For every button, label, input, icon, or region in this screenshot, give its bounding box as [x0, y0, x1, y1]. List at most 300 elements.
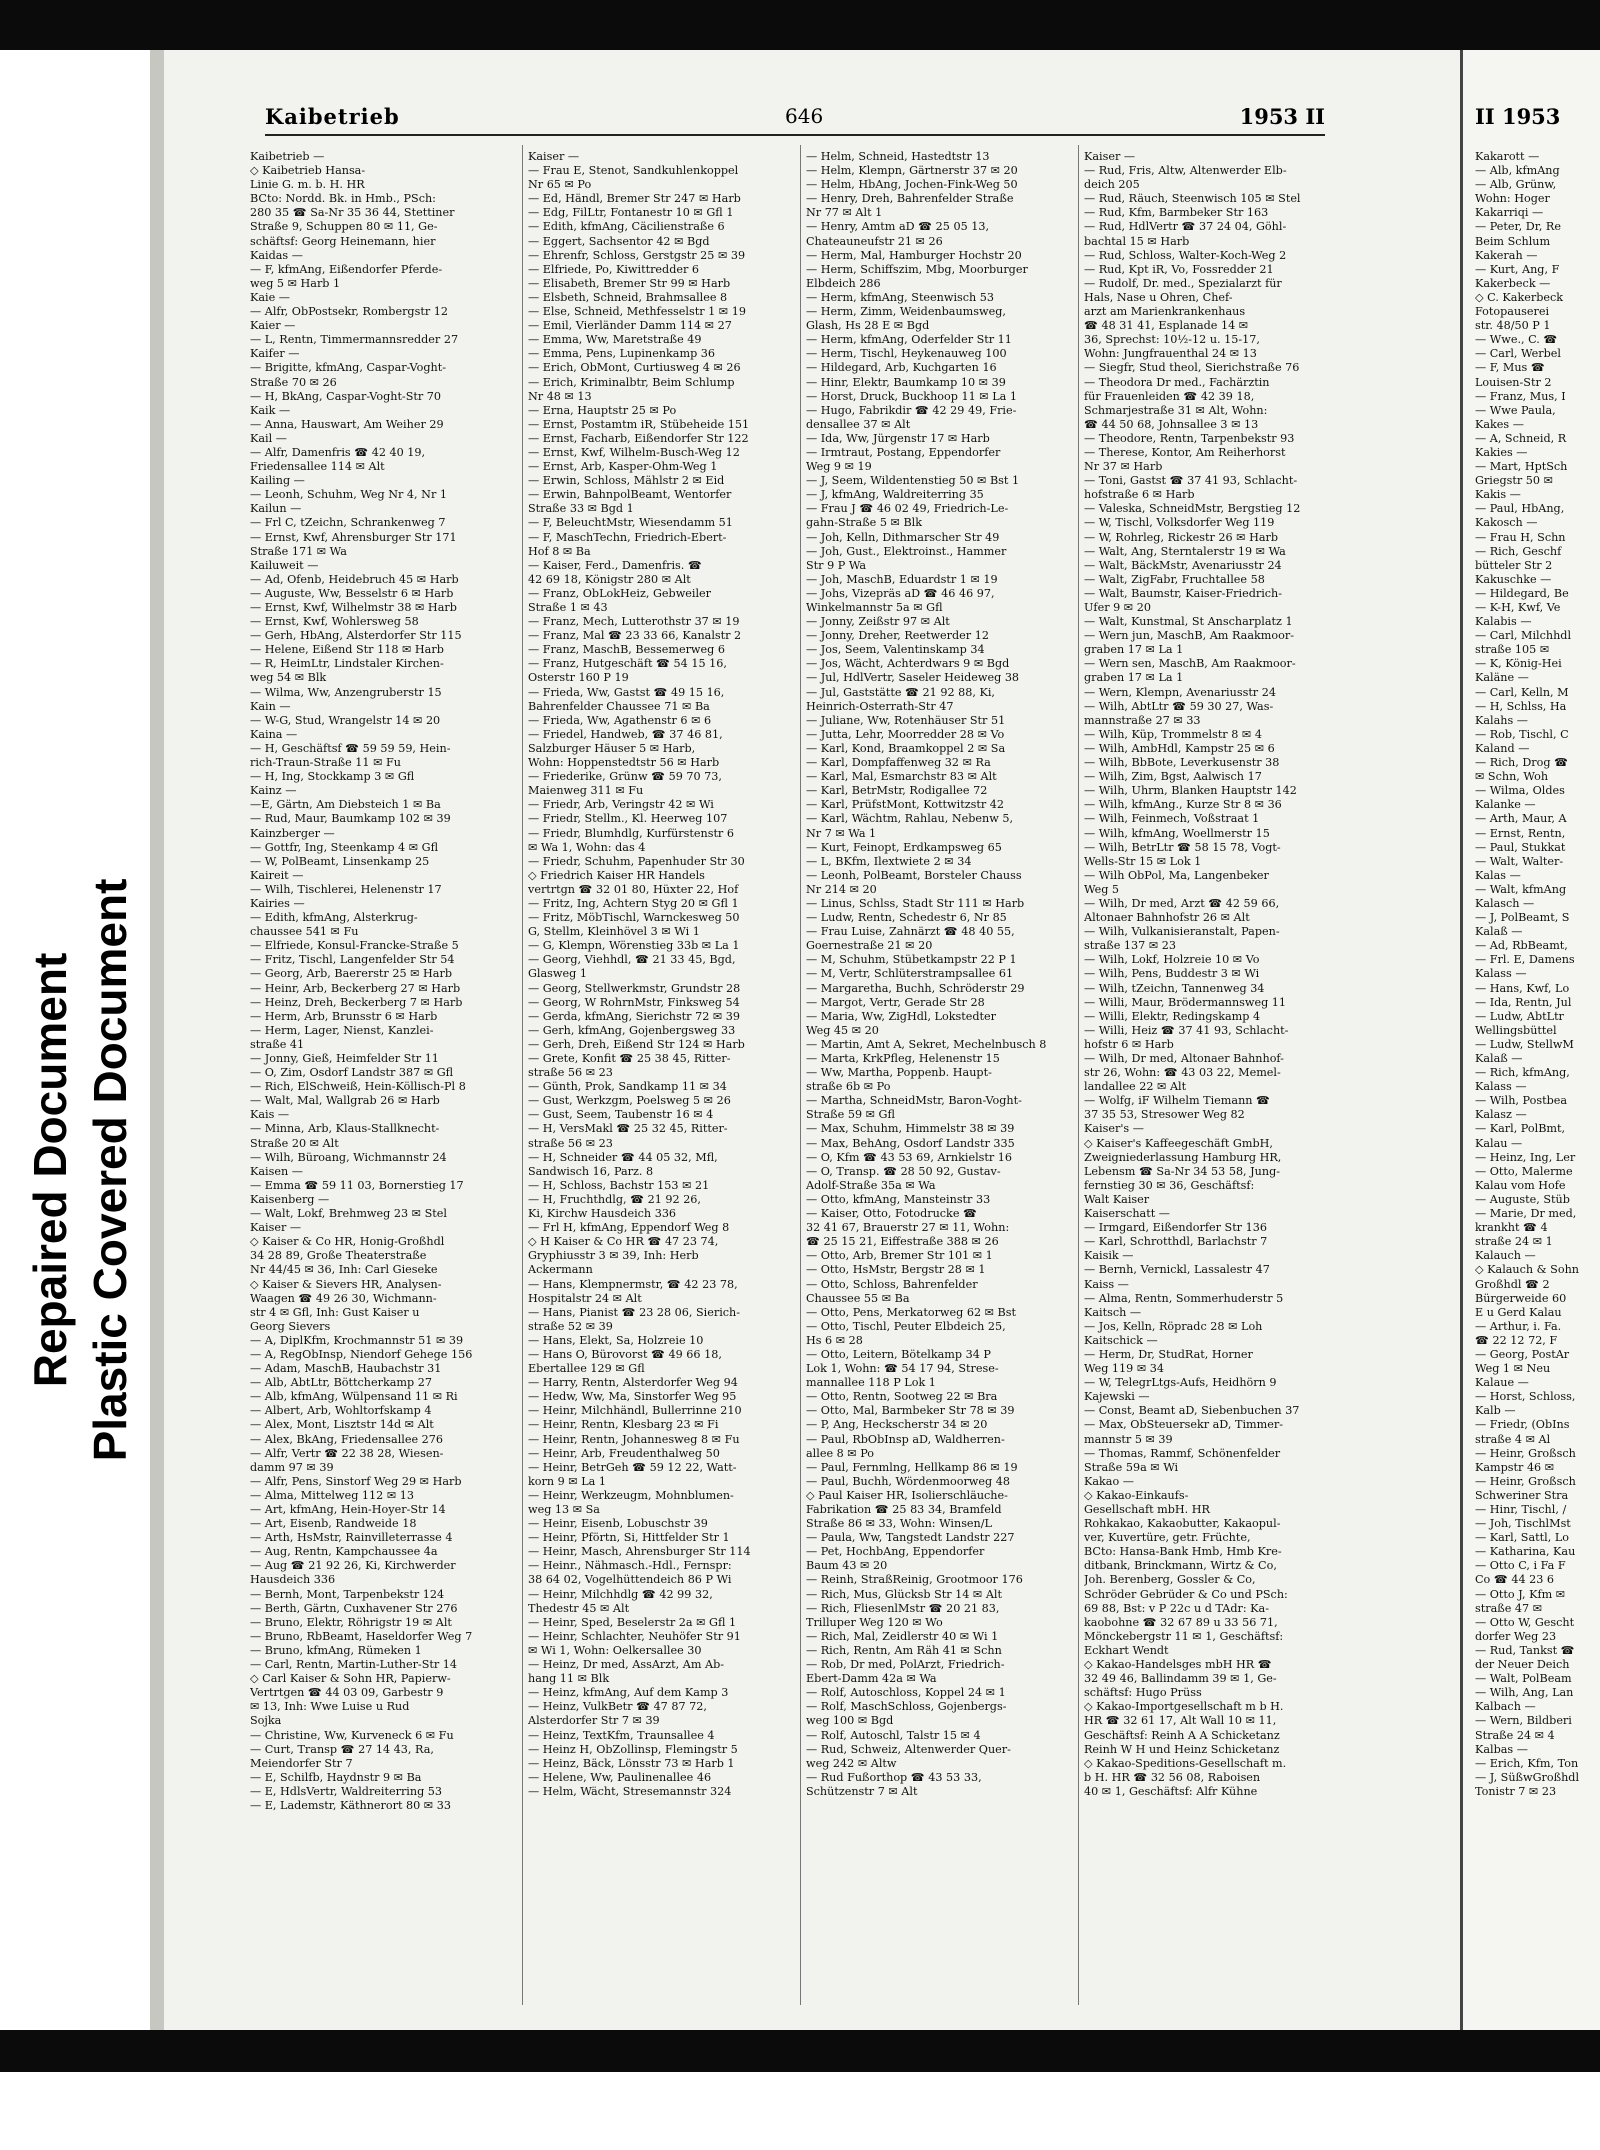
directory-entry-line: — Alb, AbtLtr, Böttcherkamp 27 [250, 1376, 432, 1390]
directory-entry-line: — Emil, Vierländer Damm 114 ✉ 27 [528, 319, 732, 333]
directory-entry-line: — R, HeimLtr, Lindstaler Kirchen- [250, 657, 444, 671]
directory-entry-line: — Jul, Gaststätte ☎ 21 92 88, Ki, [806, 685, 995, 699]
directory-entry-line: — Art, kfmAng, Hein-Hoyer-Str 14 [250, 1503, 446, 1516]
directory-entry-line: — Ed, Händl, Bremer Str 247 ✉ Harb [528, 192, 741, 206]
directory-entry-line: — Wwe., C. ☎ [1475, 333, 1558, 347]
directory-entry-line: — Bernh, Mont, Tarpenbekstr 124 [250, 1587, 445, 1601]
directory-entry-line: Straße 20 ✉ Alt [250, 1136, 339, 1150]
directory-entry-line: — Ernst, Arb, Kasper-Ohm-Weg 1 [528, 460, 718, 474]
directory-entry-line: — Alex, Mont, Lisztstr 14d ✉ Alt [250, 1418, 434, 1432]
directory-entry-line: Gryphiusstr 3 ✉ 39, Inh: Herb [528, 1249, 699, 1263]
directory-entry-line: — O, Kfm ☎ 43 53 69, Arnkielstr 16 [806, 1150, 1013, 1164]
directory-entry-line: Goernestraße 21 ✉ 20 [806, 939, 933, 953]
directory-entry-line: kaobohne ☎ 32 67 89 u 33 56 71, [1084, 1615, 1278, 1629]
directory-entry-line: Kailing — [250, 474, 305, 488]
directory-entry-line: — Hildegard, Arb, Kuchgarten 16 [806, 361, 997, 375]
directory-entry-line: — W, TelegrLtgs-Aufs, Heidhörn 9 [1084, 1376, 1277, 1390]
directory-entry-line: Kakis — [1475, 488, 1521, 502]
directory-entry-line: — M, Vertr, Schlüterstrampsallee 61 [806, 967, 1014, 981]
directory-entry-line: Schröder Gebrüder & Co und PSch: [1084, 1587, 1288, 1601]
directory-entry-line: — Juliane, Ww, Rotenhäuser Str 51 [806, 713, 1006, 727]
directory-entry-line: gahn-Straße 5 ✉ Blk [806, 516, 923, 530]
directory-entry-line: — Wilh, Küp, Trommelstr 8 ✉ 4 [1084, 727, 1262, 741]
directory-entry-line: Kalabis — [1475, 615, 1532, 629]
directory-entry-line: ◇ Kaiser & Sievers HR, Analysen- [250, 1277, 442, 1291]
directory-entry-line: — Herm, Mal, Hamburger Hochstr 20 [806, 248, 1022, 262]
directory-entry-line: — Frieda, Ww, Gastst ☎ 49 15 16, [528, 685, 725, 699]
directory-entry-line: — Georg, W RohrnMstr, Finksweg 54 [528, 995, 740, 1009]
directory-entry-line: — Wilh, Postbea [1475, 1094, 1568, 1108]
directory-entry-line: — Siegfr, Stud theol, Sierichstraße 76 [1084, 361, 1300, 375]
directory-entry-line: — Herm, Lager, Nienst, Kanzlei- [250, 1023, 434, 1037]
directory-entry-line: der Neuer Deich [1475, 1658, 1570, 1672]
directory-entry-line: Kalanke — [1475, 798, 1536, 812]
directory-entry-line: ◇ Kaiser's Kaffeegeschäft GmbH, [1084, 1136, 1273, 1150]
directory-entry-line: — Heinr, Schlachter, Neuhöfer Str 91 [528, 1629, 741, 1643]
directory-entry-line: — Rich, Mus, Glücksb Str 14 ✉ Alt [806, 1587, 1003, 1601]
directory-entry-line: Kalasch — [1475, 896, 1535, 910]
directory-entry-line: Kaiser — [250, 1221, 302, 1235]
directory-entry-line: str 26, Wohn: ☎ 43 03 22, Memel- [1084, 1066, 1281, 1080]
directory-entry-line: — L, Rentn, Timmermannsredder 27 [250, 333, 459, 347]
archive-label-strip [0, 50, 136, 2030]
directory-entry-line: — Walt, kfmAng [1475, 882, 1567, 896]
directory-entry-line: Meiendorfer Str 7 [250, 1756, 353, 1770]
directory-entry-line: — Gerh, HbAng, Alsterdorfer Str 115 [250, 629, 462, 643]
directory-entry-line: Hospitalstr 24 ✉ Alt [528, 1291, 642, 1305]
directory-entry-line: — Jul, HdlVertr, Saseler Heideweg 38 [806, 671, 1020, 685]
directory-entry-line: Kaiserschatt — [1084, 1207, 1170, 1221]
directory-entry-line: deich 205 [1084, 178, 1140, 192]
directory-entry-line: Maienweg 311 ✉ Fu [528, 784, 644, 798]
directory-entry-line: — Rud, Kpt iR, Vo, Fossredder 21 [1084, 262, 1274, 276]
directory-entry-line: — Ehrenfr, Schloss, Gerstgstr 25 ✉ 39 [528, 248, 746, 262]
directory-entry-line: Nr 65 ✉ Po [528, 178, 592, 192]
directory-entry-line: — Ww, Martha, Poppenb. Haupt- [806, 1066, 992, 1080]
directory-entry-line: — Wilh, Lokf, Holzreie 10 ✉ Vo [1084, 953, 1260, 967]
directory-entry-line: Nr 44/45 ✉ 36, Inh: Carl Gieseke [250, 1263, 438, 1277]
directory-entry-line: — Alb, Grünw, [1475, 178, 1557, 192]
directory-entry-line: Kalbach — [1475, 1700, 1536, 1714]
directory-entry-line: — Frl H, kfmAng, Eppendorf Weg 8 [528, 1221, 730, 1235]
directory-entry-line: Kalass — [1475, 967, 1527, 981]
directory-entry-line: — Margaretha, Buchh, Schröderstr 29 [806, 981, 1025, 995]
directory-entry-line: — Herm, kfmAng, Steenwisch 53 [806, 290, 995, 304]
directory-entry-line: — W-G, Stud, Wrangelstr 14 ✉ 20 [250, 713, 441, 727]
directory-entry-line: — Friedr, Stellm., Kl. Heerweg 107 [528, 812, 728, 826]
directory-entry-line: Straße 9, Schuppen 80 ✉ 11, Ge- [250, 220, 438, 234]
directory-entry-line: — Heinr, Pförtn, Si, Hittfelder Str 1 [528, 1531, 730, 1545]
directory-entry-line: Kaireit — [250, 868, 304, 882]
directory-entry-line: Schweriner Stra [1475, 1488, 1569, 1502]
directory-entry-line: — Ernst, Rentn, [1475, 826, 1566, 840]
directory-entry-line: — Horst, Druck, Buckhoop 11 ✉ La 1 [806, 389, 1017, 403]
directory-entry-line: — F, Mus ☎ [1475, 361, 1545, 375]
directory-entry-line: — Heinz, kfmAng, Auf dem Kamp 3 [528, 1686, 729, 1700]
directory-entry-line: — Karl, Dompfaffenweg 32 ✉ Ra [806, 756, 991, 770]
directory-entry-line: Linie G. m. b. H. HR [250, 178, 365, 192]
column-rule [522, 145, 523, 2005]
directory-entry-line: Großhdl ☎ 2 [1475, 1277, 1550, 1291]
directory-entry-line: — Paul, HbAng, [1475, 502, 1565, 516]
directory-entry-line: — Walt, Ang, Sterntalerstr 19 ✉ Wa [1084, 544, 1286, 558]
directory-entry-line: — Rud, Räuch, Steenwisch 105 ✉ Stel [1084, 192, 1301, 206]
directory-entry-line: Straße 70 ✉ 26 [250, 375, 337, 389]
directory-entry-line: — Franz, Mal ☎ 23 33 66, Kanalstr 2 [528, 629, 742, 643]
directory-entry-line: — Wilh, Feinmech, Voßstraat 1 [1084, 812, 1260, 826]
directory-entry-line: Schützenstr 7 ✉ Alt [806, 1784, 918, 1798]
directory-entry-line: — Gerh, Dreh, Eißend Str 124 ✉ Harb [528, 1037, 745, 1051]
directory-entry-line: — Heinz, TextKfm, Traunsallee 4 [528, 1728, 715, 1742]
directory-entry-line: Kalas — [1475, 868, 1521, 882]
directory-entry-line: — Ernst, Kwf, Wilhelmstr 38 ✉ Harb [250, 601, 457, 614]
directory-entry-line: — Heinr, Werkzeugm, Mohnblumen- [528, 1488, 734, 1502]
directory-entry-line: — Horst, Schloss, [1475, 1390, 1576, 1404]
directory-entry-line: Kaitsch — [1084, 1305, 1142, 1319]
directory-entry-line: G, Stellm, Kleinhövel 3 ✉ Wi 1 [528, 925, 700, 939]
directory-entry-line: — Minna, Arb, Klaus-Stallknecht- [250, 1122, 440, 1136]
directory-entry-line: 38 64 02, Vogelhüttendeich 86 P Wi [528, 1573, 732, 1587]
directory-entry-line: krankht ☎ 4 [1475, 1221, 1548, 1235]
directory-entry-line: — Karl, Kond, Braamkoppel 2 ✉ Sa [806, 741, 1006, 755]
directory-entry-line: — Wilma, Ww, Anzengruberstr 15 [250, 685, 442, 699]
directory-entry-line: Fotopauserei [1475, 305, 1550, 319]
directory-entry-line: — Wilh, Dr med, Altonaer Bahnhof- [1084, 1052, 1284, 1065]
directory-entry-line: — Heinr, Masch, Ahrensburger Str 114 [528, 1545, 751, 1559]
directory-entry-line: — Herm, Arb, Brunsstr 6 ✉ Harb [250, 1009, 438, 1023]
directory-entry-line: — Ludw, AbtLtr [1475, 1009, 1564, 1023]
directory-entry-line: — Harry, Rentn, Alsterdorfer Weg 94 [528, 1376, 738, 1390]
directory-entry-line: graben 17 ✉ La 1 [1084, 671, 1184, 685]
directory-entry-line: — O, Zim, Osdorf Landstr 387 ✉ Gfl [250, 1066, 454, 1080]
directory-entry-line: — Helene, Ww, Paulinenallee 46 [528, 1770, 712, 1784]
directory-entry-line: — K, König-Hei [1475, 657, 1562, 671]
directory-entry-line: Bürgerweide 60 [1475, 1291, 1567, 1305]
directory-entry-line: schäftsf: Georg Heinemann, hier [250, 234, 436, 248]
directory-entry-line: — Frl C, tZeichn, Schrankenweg 7 [250, 516, 446, 530]
directory-entry-line: — Otto, kfmAng, Mansteinstr 33 [806, 1192, 991, 1206]
directory-entry-line: Lok 1, Wohn: ☎ 54 17 94, Strese- [806, 1362, 999, 1376]
directory-entry-line: — Auguste, Ww, Besselstr 6 ✉ Harb [250, 586, 454, 600]
directory-entry-line: — Franz, Mech, Lutterothstr 37 ✉ 19 [528, 615, 740, 629]
directory-entry-line: — Wilh, BbBote, Leverkusenstr 38 [1084, 756, 1280, 770]
directory-entry-line: Kalau — [1475, 1136, 1523, 1150]
directory-entry-line: straße 47 ✉ [1475, 1601, 1543, 1615]
directory-entry-line: densallee 37 ✉ Alt [806, 417, 911, 431]
directory-entry-line: Kakarott — [1475, 150, 1540, 163]
directory-entry-line: — Elsbeth, Schneid, Brahmsallee 8 [528, 290, 728, 304]
directory-entry-line: — H, Fruchthdlg, ☎ 21 92 26, [528, 1192, 701, 1206]
directory-entry-line: — H, Geschäftsf ☎ 59 59 59, Hein- [250, 741, 451, 755]
directory-entry-line: — Herm, Schiffszim, Mbg, Moorburger [806, 262, 1028, 276]
directory-entry-line: — Theodore, Rentn, Tarpenbekstr 93 [1084, 431, 1295, 445]
directory-entry-line: — H, Schloss, Bachstr 153 ✉ 21 [528, 1178, 710, 1192]
directory-entry-line: Straße 59a ✉ Wi [1084, 1460, 1179, 1474]
directory-entry-line: — H, Schneider ☎ 44 05 32, Mfl, [528, 1150, 718, 1164]
directory-entry-line: — Auguste, Stüb [1475, 1192, 1570, 1206]
directory-entry-line: straße 41 [250, 1037, 305, 1051]
directory-entry-line: — Alb, kfmAng, Wülpensand 11 ✉ Ri [250, 1390, 458, 1404]
directory-entry-line: — Paul, Buchh, Wördenmoorweg 48 [806, 1474, 1010, 1488]
directory-entry-line: ◇ Paul Kaiser HR, Isolierschläuche- [806, 1488, 1008, 1502]
archive-label-line-2: Plastic Covered Document [84, 878, 136, 1462]
directory-entry-line: b H. HR ☎ 32 56 08, Raboisen [1084, 1770, 1261, 1784]
directory-entry-line: BCto: Nordd. Bk. in Hmb., PSch: [250, 192, 436, 206]
directory-entry-line: — K-H, Kwf, Ve [1475, 601, 1561, 614]
directory-entry-line: — Ernst, Postamtm iR, Stübeheide 151 [528, 417, 750, 431]
directory-entry-line: — F, BeleuchtMstr, Wiesendamm 51 [528, 516, 733, 530]
directory-entry-line: — Helm, Klempn, Gärtnerstr 37 ✉ 20 [806, 164, 1018, 178]
directory-entry-line: — Heinz, Bäck, Lönsstr 73 ✉ Harb 1 [528, 1756, 735, 1770]
directory-entry-line: Wohn: Hoppenstedtstr 56 ✉ Harb [528, 756, 720, 770]
directory-entry-line: — L, BKfm, Ilextwiete 2 ✉ 34 [806, 854, 972, 868]
directory-entry-line: ditbank, Brinckmann, Wirtz & Co, [1084, 1559, 1277, 1573]
directory-entry-line: Kaier — [250, 319, 296, 333]
directory-entry-line: — O, Transp. ☎ 28 50 92, Gustav- [806, 1164, 1001, 1178]
directory-entry-line: Alsterdorfer Str 7 ✉ 39 [528, 1714, 660, 1728]
directory-entry-line: Sandwisch 16, Parz. 8 [528, 1164, 654, 1178]
directory-entry-line: Weg 9 ✉ 19 [806, 460, 872, 474]
directory-entry-line: — W, Tischl, Volksdorfer Weg 119 [1084, 516, 1275, 530]
directory-entry-line: — Heinr, BetrGeh ☎ 59 12 22, Watt- [528, 1460, 737, 1474]
directory-entry-line: Hof 8 ✉ Ba [528, 544, 591, 558]
directory-entry-line: — Wilh, Tischlerei, Helenenstr 17 [250, 882, 442, 896]
directory-entry-line: — Alma, Rentn, Sommerhuderstr 5 [1084, 1291, 1284, 1305]
directory-entry-line: Kainzberger — [250, 826, 335, 840]
directory-entry-line: — Heinr, Sped, Beselerstr 2a ✉ Gfl 1 [528, 1615, 737, 1629]
directory-entry-line: Hs 6 ✉ 28 [806, 1333, 863, 1347]
directory-entry-line: Winkelmannstr 5a ✉ Gfl [806, 601, 943, 614]
directory-entry-line: — Alfr, Pens, Sinstorf Weg 29 ✉ Harb [250, 1474, 462, 1488]
directory-entry-line: — Rich, Geschf [1475, 544, 1562, 558]
directory-entry-line: — Irmgard, Eißendorfer Str 136 [1084, 1221, 1267, 1235]
directory-entry-line: — Hugo, Fabrikdir ☎ 42 29 49, Frie- [806, 403, 1017, 417]
directory-entry-line: — Bruno, kfmAng, Rümeken 1 [250, 1643, 422, 1657]
directory-entry-line: — Rolf, Autoschl, Talstr 15 ✉ 4 [806, 1728, 981, 1742]
directory-entry-line: — Otto, Schloss, Bahrenfelder [806, 1277, 978, 1291]
directory-entry-line: — G, Klempn, Wörenstieg 33b ✉ La 1 [528, 939, 740, 953]
directory-entry-line: — Carl, Werbel [1475, 347, 1561, 361]
directory-entry-line: — Walt, Kunstmal, St Anscharplatz 1 [1084, 615, 1293, 629]
directory-entry-line: dorfer Weg 23 [1475, 1629, 1557, 1643]
directory-entry-line: Eckhart Wendt [1084, 1643, 1169, 1657]
directory-entry-line: Vertrtgen ☎ 44 03 09, Garbestr 9 [250, 1686, 444, 1700]
directory-entry-line: Straße 86 ✉ 33, Wohn: Winsen/L [806, 1517, 992, 1531]
directory-entry-line: — Rud, HdlVertr ☎ 37 24 04, Göhl- [1084, 220, 1287, 234]
directory-entry-line: Wellingsbüttel [1475, 1023, 1557, 1037]
directory-entry-line: — Elfriede, Konsul-Francke-Straße 5 [250, 939, 459, 953]
directory-entry-line: — Heinr, Eisenb, Lobuschstr 39 [528, 1517, 708, 1531]
directory-entry-line: Ufer 9 ✉ 20 [1084, 601, 1151, 614]
directory-entry-line: — Heinz, Dreh, Beckerberg 7 ✉ Harb [250, 995, 463, 1009]
directory-entry-line: — Mart, HptSch [1475, 460, 1568, 474]
directory-entry-line: — Emma, Ww, Maretstraße 49 [528, 333, 702, 347]
directory-entry-line: ✉ Schn, Woh [1475, 770, 1549, 784]
directory-entry-line: — Karl, Sattl, Lo [1475, 1531, 1569, 1545]
directory-entry-line: Straße 33 ✉ Bgd 1 [528, 502, 634, 516]
directory-entry-line: — Gerh, kfmAng, Gojenbergsweg 33 [528, 1023, 736, 1037]
directory-entry-line: — Otto C, i Fa F [1475, 1559, 1566, 1573]
directory-entry-line: ◇ C. Kakerbeck [1475, 290, 1564, 304]
directory-entry-line: — Rich, Mal, Zeidlerstr 40 ✉ Wi 1 [806, 1629, 999, 1643]
directory-entry-line: — Thomas, Rammf, Schönenfelder [1084, 1446, 1281, 1460]
directory-entry-line: ◇ Kakao-Handelsges mbH HR ☎ [1084, 1658, 1272, 1672]
directory-entry-line: 32 49 46, Ballindamm 39 ✉ 1, Ge- [1084, 1672, 1277, 1686]
directory-entry-line: — Otto W, Gescht [1475, 1615, 1575, 1629]
directory-entry-line: Glash, Hs 28 E ✉ Bgd [806, 319, 930, 333]
directory-entry-line: — Edg, FilLtr, Fontanestr 10 ✉ Gfl 1 [528, 206, 734, 220]
directory-entry-line: Wohn: Hoger [1475, 192, 1550, 206]
directory-entry-line: — Hildegard, Be [1475, 586, 1569, 600]
directory-entry-line: — Eggert, Sachsentor 42 ✉ Bgd [528, 234, 710, 248]
directory-entry-line: 42 69 18, Königstr 280 ✉ Alt [528, 572, 691, 586]
directory-entry-line: — Heinr, Rentn, Johannesweg 8 ✉ Fu [528, 1432, 740, 1446]
directory-entry-line: — Kurt, Ang, F [1475, 262, 1560, 276]
directory-entry-line: — Ernst, Kwf, Wilhelm-Busch-Weg 12 [528, 445, 740, 459]
directory-entry-line: — W, Rohrleg, Rickestr 26 ✉ Harb [1084, 530, 1279, 544]
directory-entry-line: — Fritz, Ing, Achtern Styg 20 ✉ Gfl 1 [528, 896, 739, 910]
directory-entry-line: Nr 7 ✉ Wa 1 [806, 826, 877, 840]
directory-entry-line: — Max, BehAng, Osdorf Landstr 335 [806, 1136, 1015, 1150]
directory-entry-line: — Frl. E, Damens [1475, 953, 1575, 967]
directory-entry-line: — Otto, Mal, Barmbeker Str 78 ✉ 39 [806, 1404, 1015, 1418]
directory-entry-line: — H, BkAng, Caspar-Voght-Str 70 [250, 389, 442, 403]
directory-entry-line: straße 56 ✉ 23 [528, 1066, 613, 1080]
directory-entry-line: Osterstr 160 P 19 [528, 671, 629, 685]
directory-entry-line: E u Gerd Kalau [1475, 1305, 1562, 1319]
directory-entry-line: Chaussee 55 ✉ Ba [806, 1291, 910, 1305]
directory-entry-line: — Karl, Wächtm, Rahlau, Nebenw 5, [806, 812, 1014, 826]
directory-entry-line: — Hans, Pianist ☎ 23 28 06, Sierich- [528, 1305, 741, 1319]
directory-entry-line: — Georg, PostAr [1475, 1347, 1570, 1361]
directory-entry-line: — Karl, Schrotthdl, Barlachstr 7 [1084, 1235, 1268, 1249]
directory-entry-line: — J, Seem, Wildentenstieg 50 ✉ Bst 1 [806, 474, 1020, 488]
directory-entry-line: Weg 1 ✉ Neu [1475, 1362, 1551, 1376]
directory-entry-line: — Willi, Elektr, Redingskamp 4 [1084, 1009, 1261, 1023]
directory-entry-line: — Georg, Arb, Baererstr 25 ✉ Harb [250, 967, 452, 981]
directory-entry-line: Thedestr 45 ✉ Alt [528, 1601, 630, 1615]
directory-entry-line: ◇ Kalauch & Sohn [1475, 1263, 1579, 1277]
directory-entry-line: Kaifer — [250, 347, 300, 361]
directory-entry-line: Kalau vom Hofe [1475, 1178, 1566, 1192]
directory-entry-line: — H, Ing, Stockkamp 3 ✉ Gfl [250, 770, 415, 784]
directory-entry-line: 32 41 67, Brauerstr 27 ✉ 11, Wohn: [806, 1221, 1010, 1235]
directory-entry-line: ☎ 44 50 68, Johnsallee 3 ✉ 13 [1084, 417, 1259, 431]
directory-entry-line: — Wern jun, MaschB, Am Raakmoor- [1084, 629, 1294, 643]
facing-page-column [1475, 150, 1600, 2010]
directory-entry-line: — Alfr, Damenfris ☎ 42 40 19, [250, 445, 426, 459]
directory-entry-line: ✉ Wa 1, Wohn: das 4 [528, 840, 646, 854]
directory-entry-line: — Reinh, StraßReinig, Grootmoor 176 [806, 1573, 1023, 1587]
directory-entry-line: — Herm, kfmAng, Oderfelder Str 11 [806, 333, 1012, 347]
directory-entry-line: — Franz, ObLokHeiz, Gebweiler [528, 586, 712, 600]
directory-entry-line: Straße 24 ✉ 4 [1475, 1728, 1555, 1742]
directory-entry-line: graben 17 ✉ La 1 [1084, 643, 1184, 657]
directory-entry-line: — Carl, Rentn, Martin-Luther-Str 14 [250, 1658, 457, 1672]
directory-entry-line: — Herm, Zimm, Weidenbaumsweg, [806, 305, 1006, 319]
directory-entry-line: — Berth, Gärtn, Cuxhavener Str 276 [250, 1601, 458, 1615]
directory-entry-line: — Georg, Stellwerkmstr, Grundstr 28 [528, 981, 741, 995]
directory-entry-line: — Leonh, Schuhm, Weg Nr 4, Nr 1 [250, 488, 447, 502]
directory-entry-line: — Bruno, Elektr, Röhrigstr 19 ✉ Alt [250, 1615, 452, 1629]
directory-entry-line: — Alfr, Vertr ☎ 22 38 28, Wiesen- [250, 1446, 444, 1460]
directory-entry-line: — Heinr., Nähmasch.-Hdl., Fernspr: [528, 1559, 732, 1573]
directory-entry-line: weg 242 ✉ Altw [806, 1756, 897, 1770]
directory-entry-line: — Linus, Schlss, Stadt Str 111 ✉ Harb [806, 896, 1025, 910]
directory-column-1 [250, 150, 518, 2010]
directory-entry-line: — Gottfr, Ing, Steenkamp 4 ✉ Gfl [250, 840, 439, 854]
directory-entry-line: — Gust, Werkzgm, Poelsweg 5 ✉ 26 [528, 1094, 731, 1108]
directory-entry-line: — Martha, SchneidMstr, Baron-Voght- [806, 1094, 1022, 1108]
directory-entry-line: — M, Schuhm, Stübetkampstr 22 P 1 [806, 953, 1017, 967]
directory-entry-line: — Hinr, Tischl, / [1475, 1503, 1567, 1516]
directory-entry-line: Kajewski — [1084, 1390, 1150, 1404]
directory-entry-line: Rohkakao, Kakaobutter, Kakaopul- [1084, 1517, 1281, 1531]
directory-entry-line: — Jonny, Dreher, Reetwerder 12 [806, 629, 989, 643]
directory-entry-line: — Aug ☎ 21 92 26, Ki, Kirchwerder [250, 1559, 456, 1573]
directory-entry-line: — J, PolBeamt, S [1475, 911, 1570, 925]
directory-entry-line: Ki, Kirchw Hausdeich 336 [528, 1207, 677, 1221]
directory-entry-line: Kailun — [250, 502, 302, 516]
directory-entry-line: — Karl, PrüfstMont, Kottwitzstr 42 [806, 798, 1004, 812]
directory-entry-line: — Helm, Wächt, Stresemannstr 324 [528, 1784, 732, 1798]
directory-entry-line: — Hinr, Elektr, Baumkamp 10 ✉ 39 [806, 375, 1006, 389]
directory-entry-line: — A, Schneid, R [1475, 431, 1567, 445]
directory-entry-line: — Wilh, Pens, Buddestr 3 ✉ Wi [1084, 967, 1260, 981]
directory-entry-line: — Rud, Maur, Baumkamp 102 ✉ 39 [250, 812, 451, 826]
directory-entry-line: — Helene, Eißend Str 118 ✉ Harb [250, 643, 444, 657]
directory-entry-line: Kaiser — [528, 150, 580, 163]
directory-entry-line: Hals, Nase u Ohren, Chef- [1084, 290, 1233, 304]
directory-entry-line: — Walt, ZigFabr, Fruchtallee 58 [1084, 572, 1265, 586]
directory-entry-line: Kakarriqi — [1475, 206, 1544, 220]
directory-entry-line: — Paul, Stukkat [1475, 840, 1566, 854]
directory-entry-line: — Frau Luise, Zahnärzt ☎ 48 40 55, [806, 925, 1015, 939]
directory-entry-line: 36, Sprechst: 10½-12 u. 15-17, [1084, 333, 1260, 347]
directory-entry-line: — Franz, Mus, I [1475, 389, 1566, 403]
directory-entry-line: Straße 171 ✉ Wa [250, 544, 347, 558]
directory-entry-line: — Walt, Walter- [1475, 854, 1564, 868]
directory-entry-line: — Art, Eisenb, Randweide 18 [250, 1517, 417, 1531]
directory-entry-line: — Rud, Schweiz, Altenwerder Quer- [806, 1742, 1011, 1756]
directory-entry-line: — Anna, Hauswart, Am Weiher 29 [250, 417, 444, 431]
directory-entry-line: — Rud, Schloss, Walter-Koch-Weg 2 [1084, 248, 1287, 262]
directory-entry-line: ✉ Wi 1, Wohn: Oelkersallee 30 [528, 1643, 702, 1657]
directory-entry-line: — Hans, Klempnermstr, ☎ 42 23 78, [528, 1277, 738, 1291]
directory-entry-line: — Rich, ElSchweiß, Hein-Köllisch-Pl 8 [250, 1080, 466, 1094]
directory-entry-line: Wohn: Jungfrauenthal 24 ✉ 13 [1084, 347, 1257, 361]
directory-entry-line: hofstr 6 ✉ Harb [1084, 1037, 1174, 1051]
directory-entry-line: — Edith, kfmAng, Cäcilienstraße 6 [528, 220, 725, 234]
directory-entry-line: — Erich, Kfm, Ton [1475, 1756, 1579, 1770]
directory-entry-line: Kalb — [1475, 1404, 1516, 1418]
directory-entry-line: — Herm, Dr, StudRat, Horner [1084, 1347, 1253, 1361]
directory-entry-line: Altonaer Bahnhofstr 26 ✉ Alt [1084, 911, 1250, 925]
directory-entry-line: — Joh, TischlMst [1475, 1517, 1571, 1531]
directory-entry-line: Fabrikation ☎ 25 83 34, Bramfeld [806, 1503, 1002, 1516]
directory-entry-line: — Erich, Kriminalbtr, Beim Schlump [528, 375, 735, 389]
directory-entry-line: — Wern, Bildberi [1475, 1714, 1572, 1728]
directory-entry-line: mannstraße 27 ✉ 33 [1084, 713, 1201, 727]
directory-entry-line: BCto: Hansa-Bank Hmb, Hmb Kre- [1084, 1545, 1282, 1559]
directory-entry-line: — Rud, Kfm, Barmbeker Str 163 [1084, 206, 1269, 220]
directory-entry-line: — Friedr, Blumhdlg, Kurfürstenstr 6 [528, 826, 734, 840]
directory-entry-line: Kaiser — [1084, 150, 1136, 163]
directory-entry-line: ◇ Kakao-Speditions-Gesellschaft m. [1084, 1756, 1287, 1770]
directory-entry-line: Griegstr 50 ✉ [1475, 474, 1553, 488]
directory-entry-line: straße 4 ✉ Al [1475, 1432, 1551, 1446]
directory-entry-line: ☎ 22 12 72, F [1475, 1333, 1558, 1347]
